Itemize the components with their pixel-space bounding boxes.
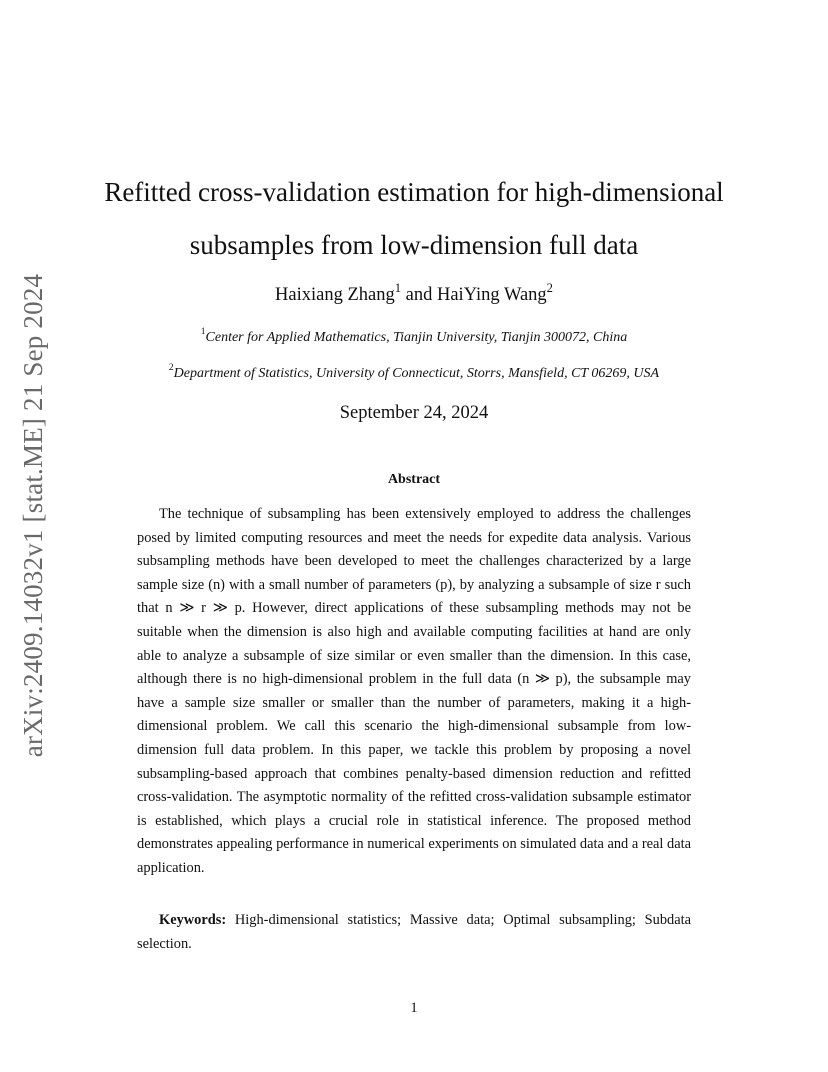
affiliation-1	[80, 327, 748, 346]
keywords-paragraph	[137, 909, 691, 956]
abstract-heading: Abstract	[387, 472, 441, 487]
paper-date: September 24, 2024	[339, 403, 489, 423]
arxiv-identifier: arXiv:2409.14032v1 [stat.ME] 21 Sep 2024	[18, 273, 49, 757]
arxiv-sidebar	[14, 273, 54, 757]
affiliation-2	[80, 363, 748, 382]
affiliation-1-sup: 1	[200, 327, 206, 338]
title-line-1: Refitted cross-validation estimation for high-dimensional	[104, 177, 724, 207]
abstract-body: The technique of subsampling has been extensively employed to address the challenges posed by limited computing resources and meet the needs for expedite data analysis. Various subsampling methods have been developed to meet the challenges characterized by a large sample size (n) with a small number of parameters (p), by analyzing a subsample of size r such that n ≫ r ≫ p. However, direct applications of these subsampling methods may not be suitable when the dimension is also high and available computing facilities at hand are only able to analyze a subsample of size similar or even smaller than the dimension. In this case, although there is no high-dimensional problem in the full data (n ≫ p), the subsample may have a sample size smaller or smaller than the number of parameters, making it a high-dimensional problem. We call this scenario the high-dimensional subsample from low-dimension full data problem. In this paper, we tackle this problem by proposing a novel subsampling-based approach that combines penalty-based dimension reduction and refitted cross-validation. The asymptotic normality of the refitted cross-validation subsample estimator is established, which plays a crucial role in statistical inference. The proposed method demonstrates appealing performance in numerical experiments on simulated data and a real data application.	[137, 506, 691, 876]
affiliation-2-sup: 2	[168, 363, 174, 374]
affiliation-2-text: Department of Statistics, University of Connecticut, Storrs, Mansfield, CT 06269, USA	[173, 366, 660, 381]
page-number: 1	[410, 1000, 418, 1016]
keywords-text: High-dimensional statistics; Massive data; Optimal subsampling; Subdata selection.	[137, 912, 691, 952]
author-list	[80, 280, 748, 306]
paper-title	[80, 166, 748, 272]
author-second: HaiYing Wang	[436, 285, 547, 305]
title-line-2: subsamples from low-dimension full data	[189, 230, 639, 260]
affiliation-1-text: Center for Applied Mathematics, Tianjin University, Tianjin 300072, China	[205, 330, 628, 345]
author-joiner: and	[401, 285, 437, 305]
author-first: Haixiang Zhang	[275, 285, 395, 305]
author-second-sup: 2	[546, 280, 553, 295]
keywords-label: Keywords:	[159, 912, 227, 928]
author-first-sup: 1	[394, 280, 402, 295]
